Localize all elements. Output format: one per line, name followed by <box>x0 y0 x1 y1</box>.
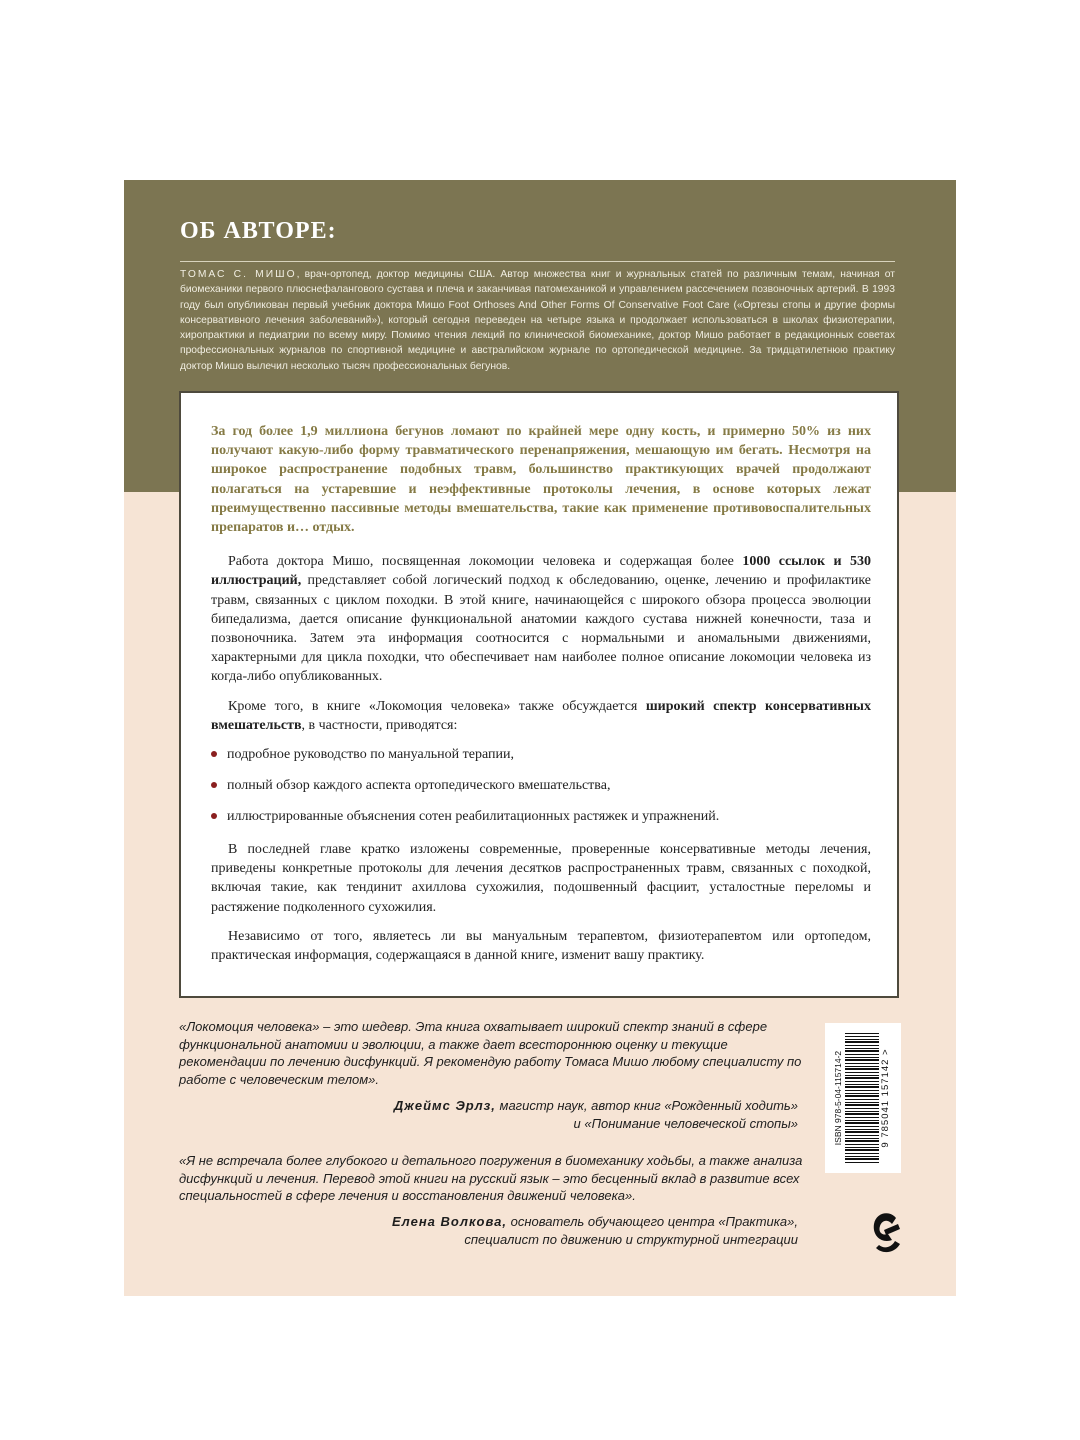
about-author-text <box>180 267 895 374</box>
publisher-logo-icon <box>868 1208 904 1256</box>
isbn-label: ISBN 978-5-04-115714-2 <box>833 1050 843 1146</box>
paragraph-1 <box>211 552 871 686</box>
reviewer-role-2b: специалист по движению и структурной интеграции <box>464 1231 798 1247</box>
bullet-dot-icon <box>211 782 217 788</box>
list-item <box>211 745 871 764</box>
review-quote-2: «Я не встречала более глубокого и детального погружения в биомеханику ходьбы, а также анализа дисфункций и лечения. Перевод этой книги на русский язык – это бесценный вклад в развитие всех специальностей в сфере лечения и восстановления движений человека». <box>179 1153 803 1204</box>
list-item <box>211 807 871 826</box>
list-item-text: полный обзор каждого аспекта ортопедического вмешательства, <box>227 778 611 794</box>
bullet-dot-icon <box>211 751 217 757</box>
paragraph-1-end: представляет собой логический подход к обследованию, оценке, лечению и профилактике травм, связанных с циклом походки. В этой книге, начинающейся с широкого обзора процесса эволюции бипедализма, дается описание функциональной анатомии каждого сустава нижней конечности, таза и позвоночника. Затем эта информация соотносится с нормальными и аномальными движениями, характерными для цикла походки, что обеспечивает нам наиболее полное описание локомоции человека из когда-либо опубликованных. <box>211 573 871 685</box>
lead-paragraph: За год более 1,9 миллиона бегунов ломают по крайней мере одну кость, и примерно 50% из них получают какую-либо форму травматического перенапряжения, мешающую им бегать. Несмотря на широкое распространение подобных травм, большинство практикующих врачей продолжают полагаться на устаревшие и неэффективные протоколы лечения, в основе которых лежат преимущественно пассивные методы вмешательства, такие как применение противовоспалительных препаратов и… отдых. <box>211 424 871 536</box>
about-divider <box>180 261 895 262</box>
bullet-list <box>211 745 871 826</box>
author-name: ТОМАС С. МИШО <box>180 269 297 280</box>
paragraph-2-end: , в частности, приводятся: <box>301 717 458 733</box>
list-item-text: подробное руководство по мануальной терапии, <box>227 747 515 763</box>
paragraph-2-bold: широкий спектр консервативных вмешательств <box>211 698 871 733</box>
review-attribution-2 <box>238 1213 798 1248</box>
book-back-cover <box>124 180 956 1296</box>
reviewer-role-1b: и «Понимание человеческой стопы» <box>573 1115 798 1131</box>
review-quote-1: «Локомоция человека» – это шедевр. Эта книга охватывает широкий спектр знаний в сфере функциональной анатомии и эволюции, а также дает всестороннюю оценку и текущие рекомендации по лечению дисфункций. Я рекомендую работу Томаса Мишо любому специалисту по работе с человеческим телом». <box>179 1019 802 1088</box>
paragraph-2 <box>211 697 871 735</box>
paragraph-4: Независимо от того, являетесь ли вы мануальным терапевтом, физиотерапевтом или ортопедом, практическая информация, содержащаяся в данной книге, изменит вашу практику. <box>211 928 871 964</box>
paragraph-2-start: Кроме того, в книге «Локомоция человека» также обсуждается <box>228 698 646 714</box>
reviewer-role-2a: основатель обучающего центра «Практика», <box>507 1214 798 1229</box>
paragraph-1-start: Работа доктора Мишо, посвященная локомоции человека и содержащая более <box>228 554 743 570</box>
reviewer-name-2: Елена Волкова, <box>392 1214 507 1229</box>
isbn-barcode <box>825 1023 901 1173</box>
barcode-digits: 9 785041 157142 > <box>880 1048 891 1148</box>
barcode-rotated <box>833 1027 893 1169</box>
reviewer-name-1: Джеймс Эрлз, <box>393 1098 496 1113</box>
about-author-title: ОБ АВТОРЕ: <box>180 218 337 244</box>
bullet-dot-icon <box>211 813 217 819</box>
paragraph-3: В последней главе кратко изложены современные, проверенные консервативные методы лечения, приведены конкретные протоколы для лечения десятков распространенных травм, связанных с походкой, включая такие, как тендинит ахиллова сухожилия, подошвенный фасциит, усталостные переломы и растяжение подколенного сухожилия. <box>211 842 871 915</box>
description-content <box>211 422 871 975</box>
description-panel <box>179 391 899 998</box>
list-item-text: иллюстрированные объяснения сотен реабилитационных растяжек и упражнений. <box>227 809 720 825</box>
paragraph-1-bold: 1000 ссылок и 530 иллюстраций, <box>211 554 871 589</box>
author-bio: , врач-ортопед, доктор медицины США. Автор множества книг и журнальных статей по различным темам, начиная от биомеханики первого плюснефалангового сустава и плеча и заканчивая патомеханикой и управлением рассечением позвоночных артерий. В 1993 году был опубликован первый учебник доктора Мишо Foot Orthoses And Other Forms Of Conservative Foot Care («Ортезы стопы и другие формы консервативного лечения заболеваний»), который сегодня переведен на четыре языка и продолжает использоваться в школах физиотерапии, хиропрактики и педиатрии по всему миру. Помимо чтения лекций по клинической биомеханике, доктор Мишо работает в редакционных советах профессиональных журналов по спортивной медицине и австралийском журнале по ортопедической медицине. За тридцатилетнюю практику доктор Мишо вылечил несколько тысяч профессиональных бегунов. <box>180 269 895 372</box>
review-attribution-1 <box>238 1097 798 1132</box>
list-item <box>211 776 871 795</box>
barcode-bars-icon <box>845 1033 879 1163</box>
reviewer-role-1a: магистр наук, автор книг «Рожденный ходить» <box>495 1098 798 1113</box>
